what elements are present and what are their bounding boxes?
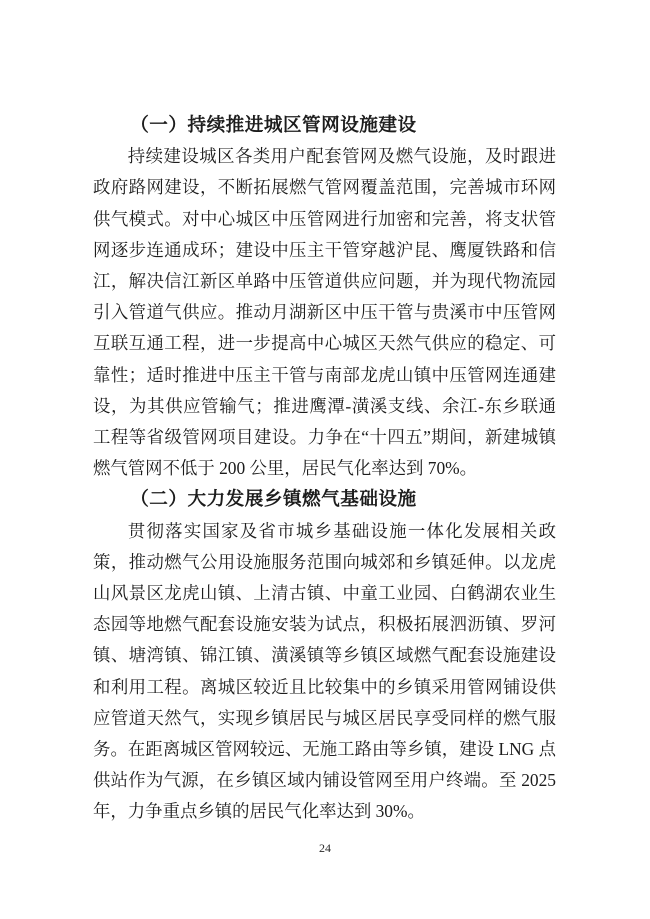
section-1-heading: （一）持续推进城区管网设施建设 bbox=[130, 115, 417, 136]
section-2-heading: （二）大力发展乡镇燃气基础设施 bbox=[130, 489, 417, 511]
page-content bbox=[93, 110, 556, 828]
section-1-paragraph: 持续建设城区各类用户配套管网及燃气设施，及时跟进政府路网建设，不断拓展燃气管网覆盖范围，完善城市环网供气模式。对中心城区中压管网进行加密和完善，将支状管网逐步连通成环；建设中压主干管穿越沪昆、鹰厦铁路和信江，解决信江新区单路中压管道供应问题，并为现代物流园引入管道气供应。推动月湖新区中压干管与贵溪市中压管网互联互通工程，进一步提高中心城区天然气供应的稳定、可靠性；适时推进中压主干管与南部龙虎山镇中压管网连通建设，为其供应管输气；推进鹰潭-潢溪支线、余江-东乡联通工程等省级管网项目建设。力争在“十四五”期间，新建城镇燃气管网不低于 200 公里，居民气化率达到 70%。 bbox=[93, 146, 556, 479]
section-2-paragraph: 贯彻落实国家及省市城乡基础设施一体化发展相关政策，推动燃气公用设施服务范围向城郊和乡镇延伸。以龙虎山风景区龙虎山镇、上清古镇、中童工业园、白鹤湖农业生态园等地燃气配套设施安装为试点，积极拓展泗沥镇、罗河镇、塘湾镇、锦江镇、潢溪镇等乡镇区域燃气配套设施建设和利用工程。离城区较近且比较集中的乡镇采用管网铺设供应管道天然气，实现乡镇居民与城区居民享受同样的燃气服务。在距离城区管网较远、无施工路由等乡镇，建设 LNG 点供站作为气源，在乡镇区域内铺设管网至用户终端。至 2025 年，力争重点乡镇的居民气化率达到 30%。 bbox=[93, 520, 556, 822]
page-number: 24 bbox=[319, 841, 331, 855]
